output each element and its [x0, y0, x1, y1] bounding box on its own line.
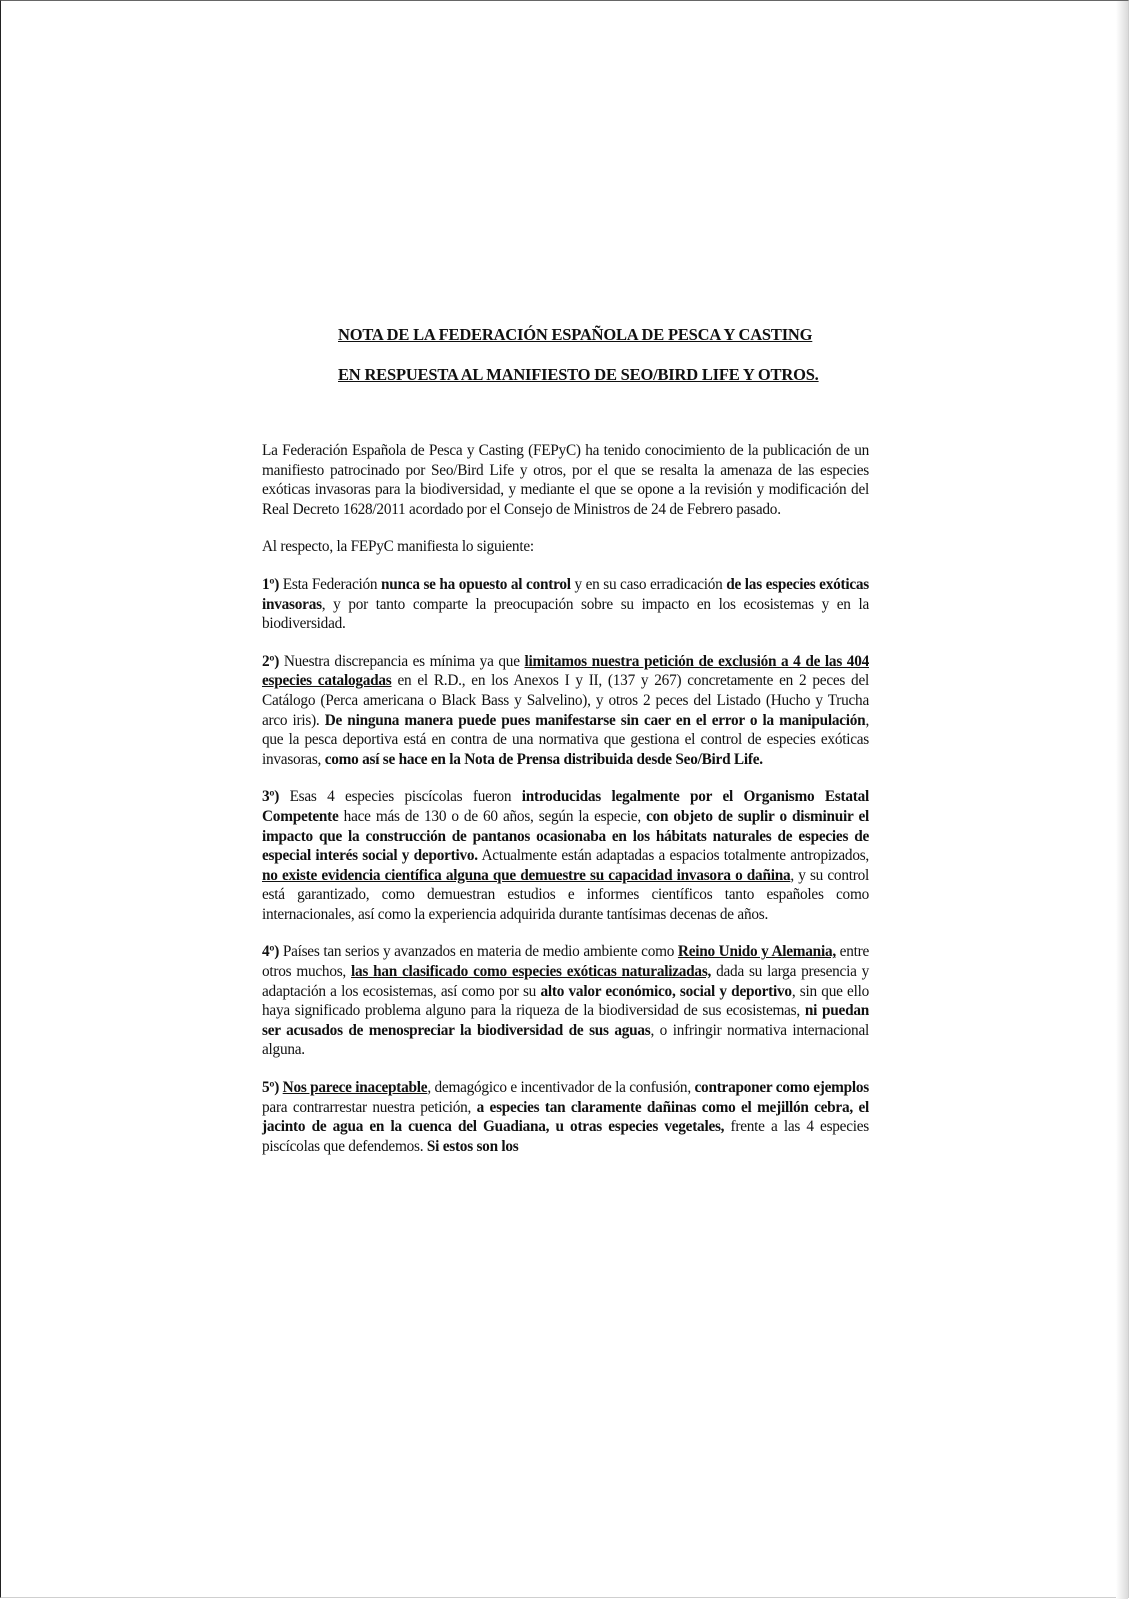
text-run: , sin que ello haya significado problema alguno para la riqueza de la biodiversidad de sus ecosistemas, [262, 982, 869, 1020]
underlined-run: no existe evidencia científica alguna que demuestre su capacidad invasora o dañina [262, 866, 791, 884]
intro-paragraph: La Federación Española de Pesca y Casting (FEPyC) ha tenido conocimiento de la publicación de un manifiesto patrocinado por Seo/Bird Life y otros, por el que se resalta la amenaza de las especies exóticas invasoras para la biodiversidad, y mediante el que se opone a la revisión y modificación del Real Decreto 1628/2011 acordado por el Consejo de Ministros de 24 de Febrero pasado. [262, 442, 869, 518]
point-4-paragraph [262, 942, 869, 1060]
point-number: 3º) [262, 788, 290, 806]
text-run: , o infringir normativa internacional alguna. [262, 1021, 869, 1059]
text-run: Esta Federación [282, 575, 382, 593]
bold-run: Si estos son los [426, 1137, 519, 1155]
text-run: Nuestra discrepancia es mínima ya que [283, 652, 525, 670]
point-number: 1º) [262, 575, 283, 593]
page-edge-shadow [1116, 1, 1128, 1599]
point-1-paragraph [262, 575, 869, 634]
point-2-paragraph [262, 652, 869, 770]
lead-paragraph: Al respecto, la FEPyC manifiesta lo siguiente: [262, 538, 534, 556]
bold-run: de las especies exóticas invasoras [262, 575, 869, 613]
underlined-run: Nos parece inaceptable [282, 1079, 428, 1097]
title-line-2: EN RESPUESTA AL MANIFIESTO DE SEO/BIRD LIFE Y OTROS. [338, 365, 819, 384]
underlined-run: limitamos nuestra petición de exclusión a 4 de las 404 especies catalogadas [262, 652, 869, 690]
point-5-paragraph [262, 1078, 869, 1156]
bold-run: contraponer como ejemplos [694, 1079, 869, 1097]
text-run: Esas 4 especies piscícolas fueron [289, 788, 522, 806]
point-number: 5º) [262, 1079, 283, 1097]
bold-run: alto valor económico, social y deportivo [540, 982, 792, 1000]
point-3-paragraph [262, 787, 869, 924]
underlined-run: las han clasificado como especies exóticas naturalizadas, [351, 963, 712, 981]
text-run: hace más de 130 o de 60 años, según la especie, [338, 807, 647, 825]
text-run: Actualmente están adaptadas a espacios totalmente antropizados, [477, 847, 870, 865]
text-run: , y su control está garantizado, como demuestran estudios e informes científicos tanto españoles como internacionales, así como la experiencia adquirida durante tantísimas decenas de años. [262, 866, 869, 923]
text-run: , demagógico e incentivador de la confusión, [427, 1079, 695, 1097]
title-line-1: NOTA DE LA FEDERACIÓN ESPAÑOLA DE PESCA Y CASTING [338, 325, 813, 344]
point-number: 2º) [262, 652, 284, 670]
bold-run: como así se hace en la Nota de Prensa distribuida desde Seo/Bird Life. [324, 750, 763, 768]
underlined-run: Reino Unido y Alemania, [677, 943, 836, 961]
text-run: Países tan serios y avanzados en materia de medio ambiente como [282, 943, 678, 961]
bold-run: ni puedan ser acusados de menospreciar la biodiversidad de sus aguas [262, 1002, 869, 1039]
bold-run: a especies tan claramente dañinas como el mejillón cebra, el jacinto de agua en la cuenca del Guadiana, u otras especies vegetales, [262, 1098, 869, 1136]
text-run: en el R.D., en los Anexos I y II, (137 y 267) concretamente en 2 peces del Catálogo (Perca americana o Black Bass y Salvelino), y otros 2 peces del Listado (Hucho y Trucha arco iris). [262, 672, 869, 729]
text-run: dada su larga presencia y adaptación a los ecosistemas, así como por su [262, 963, 870, 1000]
bold-run: con objeto de suplir o disminuir el impacto que la construcción de pantanos ocasionaba en los hábitats naturales de especies de especial interés social y deportivo. [262, 807, 869, 865]
point-number: 4º) [262, 943, 283, 961]
text-run: para contrarrestar nuestra petición, [262, 1098, 477, 1116]
text-run: y en su caso erradicación [570, 575, 727, 593]
text-run: frente a las 4 especies piscícolas que defendemos. [262, 1118, 869, 1155]
document-body [262, 441, 869, 1174]
bold-run: De ninguna manera puede pues manifestarse sin caer en el error o la manipulación [324, 711, 866, 729]
bold-run: nunca se ha opuesto al control [381, 575, 571, 593]
bold-run: introducidas legalmente por el Organismo Estatal Competente [262, 788, 869, 825]
text-run: entre otros muchos, [262, 943, 870, 981]
text-run: , y por tanto comparte la preocupación sobre su impacto en los ecosistemas y en la biodiversidad. [262, 595, 869, 633]
text-run: , que la pesca deportiva está en contra de una normativa que gestiona el control de especies exóticas invasoras, [262, 711, 870, 768]
